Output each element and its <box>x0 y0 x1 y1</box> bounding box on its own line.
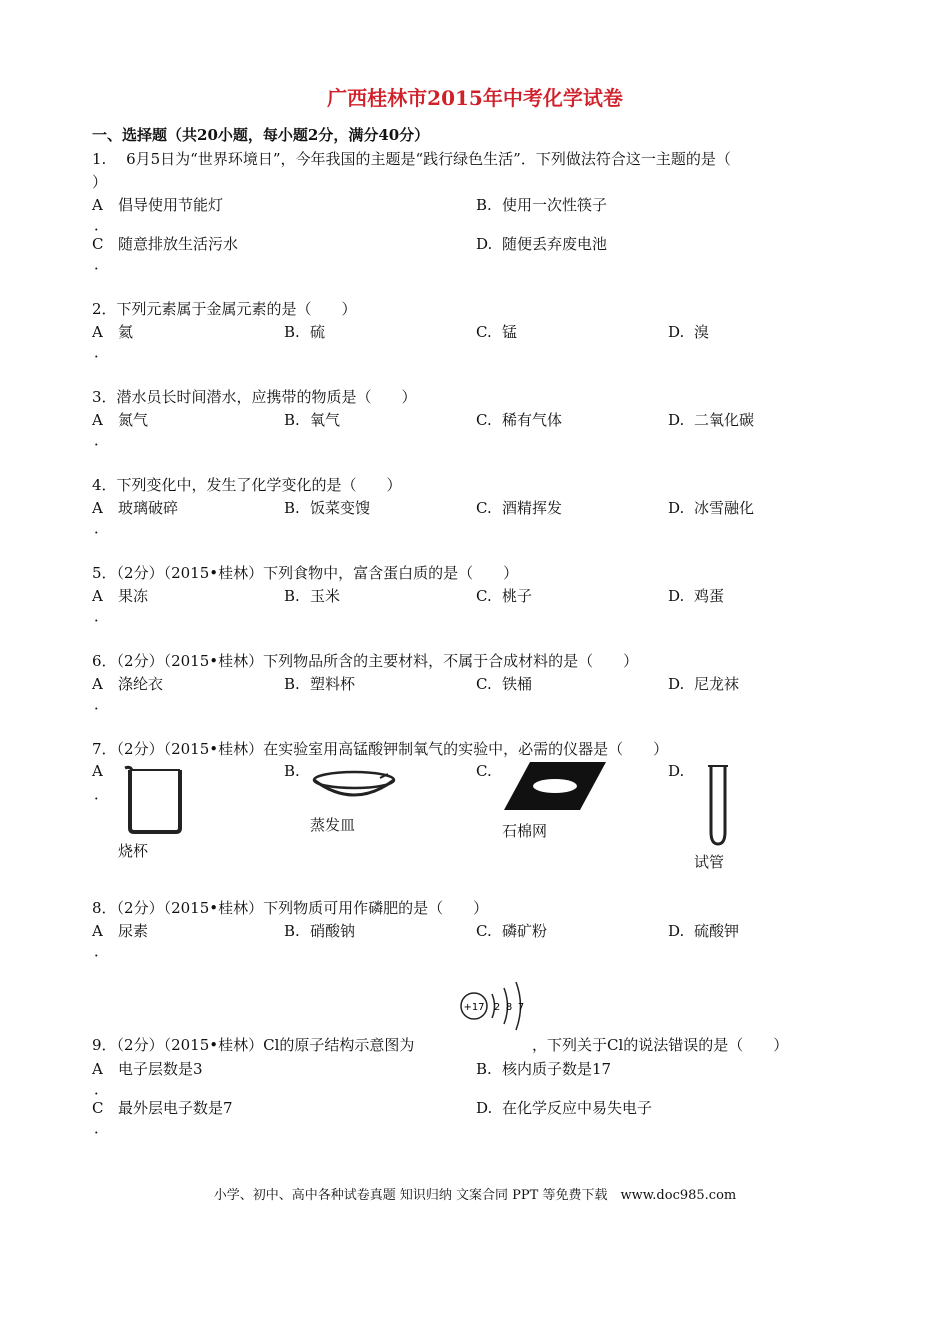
q8-option-d: D. 硫酸钾 <box>668 922 740 940</box>
q2-option-b: B. 硫 <box>284 323 326 341</box>
question-8-stem: 8．（2分）（2015•桂林）下列物质可用作磷肥的是（ ） <box>92 899 489 917</box>
question-9-stem: 9．（2分）（2015•桂林）Cl的原子结构示意图为 <box>92 1036 415 1054</box>
option-dot: ． <box>94 519 110 537</box>
q7-option-a-letter: A <box>92 762 103 780</box>
q6-option-a: A 涤纶衣 <box>92 675 164 693</box>
page-title: 广西桂林市2015年中考化学试卷 <box>327 86 623 110</box>
shell-3-count: 7 <box>517 1002 525 1013</box>
q1-option-a: A 倡导使用节能灯 <box>92 196 224 214</box>
asbestos-gauze-icon <box>500 758 610 814</box>
q8-option-c: C. 磷矿粉 <box>476 922 548 940</box>
q5-option-b: B. 玉米 <box>284 587 341 605</box>
question-6-stem: 6．（2分）（2015•桂林）下列物品所含的主要材料，不属于合成材料的是（ ） <box>92 652 639 670</box>
option-dot: ． <box>94 1080 110 1098</box>
question-9-stem-cont: ，下列关于Cl的说法错误的是（ ） <box>532 1036 789 1054</box>
option-dot: ． <box>94 431 110 449</box>
evaporating-dish-icon <box>308 766 400 806</box>
q5-option-d: D. 鸡蛋 <box>668 587 725 605</box>
q3-option-a: A 氮气 <box>92 411 149 429</box>
question-3-stem: 3．潜水员长时间潜水，应携带的物质是（ ） <box>92 388 417 406</box>
option-dot: ． <box>94 216 110 234</box>
q7-option-d-caption: 试管 <box>694 853 725 871</box>
q6-option-d: D. 尼龙袜 <box>668 675 740 693</box>
option-dot: ． <box>94 607 110 625</box>
q2-option-a: A 氦 <box>92 323 134 341</box>
option-dot: ． <box>94 255 110 273</box>
q7-option-d-letter: D. <box>668 762 685 780</box>
q5-option-c: C. 桃子 <box>476 587 533 605</box>
q2-option-d: D. 溴 <box>668 323 710 341</box>
q9-option-d: D. 在化学反应中易失电子 <box>476 1099 653 1117</box>
question-1-stem-cont: ） <box>92 173 108 191</box>
chlorine-atom-structure-diagram <box>458 976 530 1036</box>
q3-option-c: C. 稀有气体 <box>476 411 563 429</box>
q7-option-b-letter: B. <box>284 762 300 780</box>
atom-nucleus-label: +17 <box>463 1002 485 1013</box>
shell-2-count: 8 <box>505 1002 513 1013</box>
option-dot: ． <box>94 785 110 803</box>
q4-option-a: A 玻璃破碎 <box>92 499 179 517</box>
option-dot: ． <box>94 1119 110 1137</box>
q1-option-b: B. 使用一次性筷子 <box>476 196 608 214</box>
q9-option-b: B. 核内质子数是17 <box>476 1060 612 1078</box>
q7-option-c-caption: 石棉网 <box>502 822 548 840</box>
shell-1-count: 2 <box>493 1002 501 1013</box>
test-tube-icon <box>700 760 736 850</box>
question-1-stem: 1. 6月5日为“世界环境日”，今年我国的主题是“践行绿色生活”．下列做法符合这一主题的是（ <box>92 150 731 168</box>
q4-option-c: C. 酒精挥发 <box>476 499 563 517</box>
q3-option-b: B. 氧气 <box>284 411 341 429</box>
q6-option-c: C. 铁桶 <box>476 675 533 693</box>
q3-option-d: D. 二氧化碳 <box>668 411 755 429</box>
q9-option-a: A 电子层数是3 <box>92 1060 203 1078</box>
q9-option-c: C 最外层电子数是7 <box>92 1099 233 1117</box>
q8-option-a: A 尿素 <box>92 922 149 940</box>
q5-option-a: A 果冻 <box>92 587 149 605</box>
option-dot: ． <box>94 942 110 960</box>
q8-option-b: B. 硝酸钠 <box>284 922 356 940</box>
q6-option-b: B. 塑料杯 <box>284 675 356 693</box>
q7-option-a-caption: 烧杯 <box>118 842 149 860</box>
question-7-stem: 7．（2分）（2015•桂林）在实验室用高锰酸钾制氧气的实验中，必需的仪器是（ ） <box>92 740 669 758</box>
beaker-icon <box>120 760 190 836</box>
question-4-stem: 4．下列变化中，发生了化学变化的是（ ） <box>92 476 402 494</box>
q7-option-c-letter: C. <box>476 762 492 780</box>
q2-option-c: C. 锰 <box>476 323 518 341</box>
q4-option-d: D. 冰雪融化 <box>668 499 755 517</box>
option-dot: ． <box>94 695 110 713</box>
q1-option-d: D. 随便丢弃废电池 <box>476 235 608 253</box>
q4-option-b: B. 饭菜变馊 <box>284 499 371 517</box>
q1-option-c: C 随意排放生活污水 <box>92 235 239 253</box>
question-2-stem: 2．下列元素属于金属元素的是（ ） <box>92 300 357 318</box>
question-5-stem: 5．（2分）（2015•桂林）下列食物中，富含蛋白质的是（ ） <box>92 564 519 582</box>
option-dot: ． <box>94 343 110 361</box>
section-heading: 一、选择题（共20小题，每小题2分，满分40分） <box>92 126 430 144</box>
q7-option-b-caption: 蒸发皿 <box>310 816 356 834</box>
page-footer: 小学、初中、高中各种试卷真题 知识归纳 文案合同 PPT 等免费下载 www.doc985.com <box>213 1188 737 1203</box>
